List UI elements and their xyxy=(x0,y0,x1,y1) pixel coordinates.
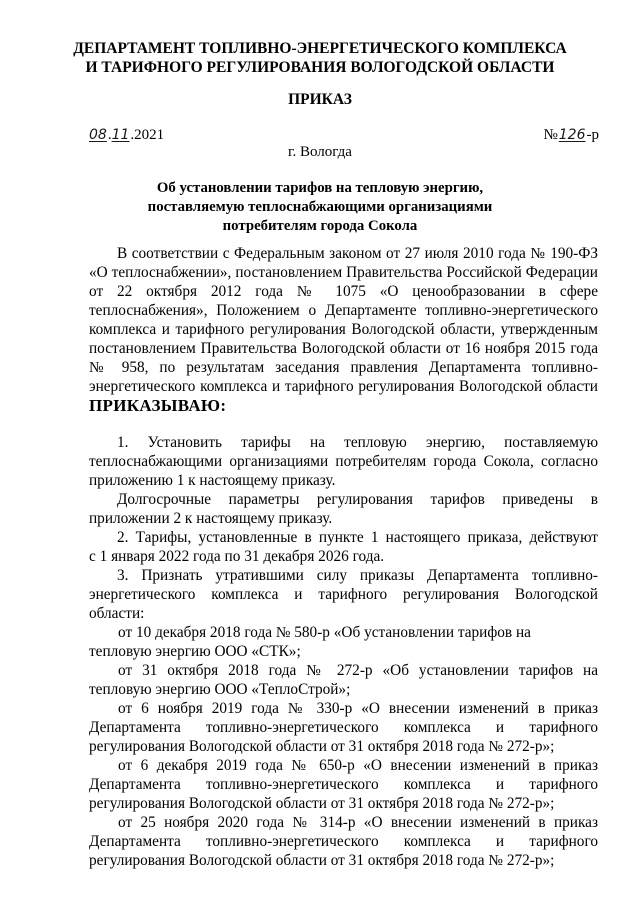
body-line: теплоснабжающими организациями потребителям города Сокола, согласно xyxy=(89,453,598,470)
number-suffix: -р xyxy=(586,127,599,143)
city-name: г. Вологда xyxy=(288,144,352,160)
body-line: приложению 1 к настоящему приказу. xyxy=(89,472,336,489)
body-line: приложении 2 к настоящему приказу. xyxy=(89,510,333,527)
body-line: Департамента топливно-энергетического комплекса и тарифного xyxy=(89,719,598,736)
body-line: регулирования Вологодской области от 31 октября 2018 года № 272-р»; xyxy=(89,738,555,755)
body-line: постановлением Правительства Вологодской области от 16 ноября 2015 года xyxy=(89,340,598,357)
subject-line: Об установлении тарифов на тепловую энергию, xyxy=(156,180,484,196)
body-line: 2. Тарифы, установленные в пункте 1 настоящего приказа, действуют xyxy=(117,529,598,546)
body-line: от 6 декабря 2019 года № 650-р «О внесении изменений в приказ xyxy=(118,757,598,774)
body-line: тепловую энергию ООО «ТеплоСтрой»; xyxy=(89,681,351,698)
body-line: В соответствии с Федеральным законом от 27 июля 2010 года № 190-ФЗ xyxy=(117,245,598,262)
department-name-line1: ДЕПАРТАМЕНТ ТОПЛИВНО-ЭНЕРГЕТИЧЕСКОГО КОМПЛЕКСА xyxy=(73,40,567,57)
handwritten-month: 11 xyxy=(111,127,130,143)
order-title: ПРИКАЗ xyxy=(288,91,352,108)
date-year: .2021 xyxy=(130,127,165,143)
body-line: с 1 января 2022 года по 31 декабря 2026 года. xyxy=(89,548,385,565)
body-line: «О теплоснабжении», постановлением Правительства Российской Федерации xyxy=(89,264,598,281)
order-number xyxy=(543,127,599,144)
body-line: от 22 октября 2012 года № 1075 «О ценообразовании в сфере xyxy=(89,283,598,300)
body-line: теплоснабжения», Положением о Департаменте топливно-энергетического xyxy=(89,302,598,319)
body-line: 1. Установить тарифы на тепловую энергию, поставляемую xyxy=(117,434,598,451)
body-line: области: xyxy=(89,605,145,622)
handwritten-number: 126 xyxy=(558,127,586,143)
body-line: регулирования Вологодской области от 31 октября 2018 года № 272-р»; xyxy=(89,795,555,812)
body-line: энергетического комплекса и тарифного регулирования Вологодской области xyxy=(89,378,598,395)
subject-line: поставляемую теплоснабжающими организациями xyxy=(147,199,493,215)
body-line: Департамента топливно-энергетического комплекса и тарифного xyxy=(89,833,598,850)
body-line: от 25 ноября 2020 года № 314-р «О внесении изменений в приказ xyxy=(118,814,598,831)
handwritten-day: 08 xyxy=(89,127,107,143)
order-directive: ПРИКАЗЫВАЮ: xyxy=(89,396,227,415)
body-line: тепловую энергию ООО «СТК»; xyxy=(89,643,301,660)
department-name-line2: И ТАРИФНОГО РЕГУЛИРОВАНИЯ ВОЛОГОДСКОЙ ОБЛАСТИ xyxy=(85,59,555,76)
body-line: от 6 ноября 2019 года № 330-р «О внесении изменений в приказ xyxy=(118,700,598,717)
body-line: от 10 декабря 2018 года № 580-р «Об установлении тарифов на xyxy=(118,624,531,641)
body-line: от 31 октября 2018 года № 272-р «Об установлении тарифов на xyxy=(118,662,598,679)
number-prefix: № xyxy=(543,127,558,143)
body-line: Долгосрочные параметры регулирования тарифов приведены в xyxy=(117,491,598,508)
order-date: 08.11.2021 xyxy=(89,127,165,143)
body-line: № 958, по результатам заседания правления Департамента топливно- xyxy=(89,359,598,376)
body-line: Департамента топливно-энергетического комплекса и тарифного xyxy=(89,776,598,793)
order-subject xyxy=(0,179,640,236)
body-line: 3. Признать утратившими силу приказы Департамента топливно- xyxy=(117,567,598,584)
body-line: энергетического комплекса и тарифного регулирования Вологодской xyxy=(89,586,598,603)
body-line: регулирования Вологодской области от 31 октября 2018 года № 272-р»; xyxy=(89,852,555,869)
subject-line: потребителям города Сокола xyxy=(222,218,418,234)
body-line: комплекса и тарифного регулирования Вологодской области, утвержденным xyxy=(89,321,598,338)
